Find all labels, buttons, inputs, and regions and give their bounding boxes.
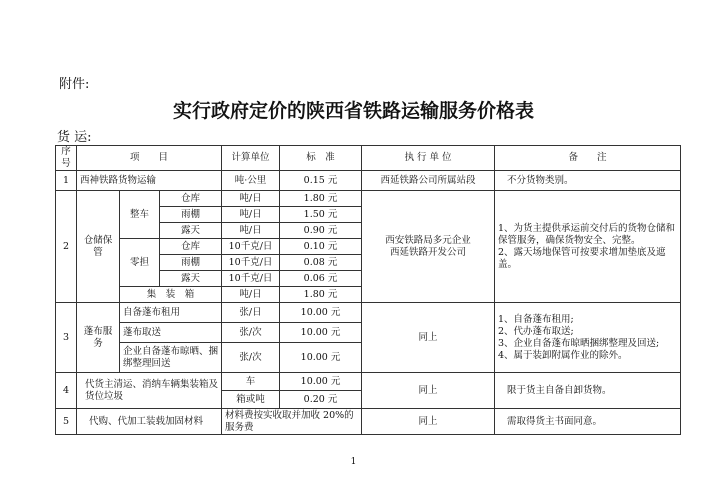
row-no: 2 bbox=[56, 191, 77, 303]
unit-cell: 吨·公里 bbox=[222, 171, 280, 191]
standard-cell: 0.10 元 bbox=[280, 239, 362, 255]
unit-cell: 车 bbox=[222, 373, 280, 391]
item-name: 自备蓬布租用 bbox=[120, 303, 222, 323]
remark-cell: 不分货物类别。 bbox=[495, 171, 681, 191]
standard-cell: 1.80 元 bbox=[280, 287, 362, 303]
unit-cell: 箱或吨 bbox=[222, 391, 280, 409]
unit-cell: 吨/日 bbox=[222, 207, 280, 223]
item-name: 露天 bbox=[160, 223, 222, 239]
subcategory-cell: 零担 bbox=[120, 239, 160, 287]
unit-cell: 张/日 bbox=[222, 303, 280, 323]
table-row bbox=[56, 303, 681, 323]
remark-cell: 需取得货主书面同意。 bbox=[495, 409, 681, 435]
standard-cell: 0.20 元 bbox=[280, 391, 362, 409]
item-name: 蓬布取送 bbox=[120, 323, 222, 343]
executor-cell: 西安铁路局多元企业 西延铁路开发公司 bbox=[362, 191, 495, 303]
unit-cell: 张/次 bbox=[222, 323, 280, 343]
item-name: 露天 bbox=[160, 271, 222, 287]
header-unit: 计算单位 bbox=[222, 146, 280, 171]
table-row bbox=[56, 373, 681, 391]
header-item: 项 目 bbox=[77, 146, 222, 171]
unit-cell: 张/次 bbox=[222, 343, 280, 373]
remark-line: 2、代办蓬布取送; bbox=[498, 325, 574, 337]
category-cell: 蓬布服务 bbox=[77, 303, 120, 373]
standard-cell: 10.00 元 bbox=[280, 373, 362, 391]
remark-line: 4、属于装卸附属作业的除外。 bbox=[498, 349, 628, 361]
standard-cell: 0.06 元 bbox=[280, 271, 362, 287]
document-title: 实行政府定价的陕西省铁路运输服务价格表 bbox=[172, 100, 534, 122]
unit-cell: 吨/日 bbox=[222, 223, 280, 239]
table-row bbox=[56, 191, 681, 207]
item-name: 代购、代加工装载加固材料 bbox=[77, 409, 222, 435]
section-label: 货 运: bbox=[57, 130, 92, 145]
item-name: 代货主清运、消纳车辆集装箱及货位垃圾 bbox=[77, 373, 222, 409]
row-no: 3 bbox=[56, 303, 77, 373]
row-no: 4 bbox=[56, 373, 77, 409]
remark-cell bbox=[495, 303, 681, 373]
remark-cell: 限于货主自备自卸货物。 bbox=[495, 373, 681, 409]
unit-cell: 10千克/日 bbox=[222, 255, 280, 271]
executor-cell: 同上 bbox=[362, 409, 495, 435]
row-no: 5 bbox=[56, 409, 77, 435]
standard-cell: 0.90 元 bbox=[280, 223, 362, 239]
attachment-label: 附件: bbox=[59, 77, 90, 92]
standard-cell: 10.00 元 bbox=[280, 303, 362, 323]
standard-cell: 10.00 元 bbox=[280, 343, 362, 373]
item-name: 仓库 bbox=[160, 239, 222, 255]
item-name: 西神铁路货物运输 bbox=[77, 171, 222, 191]
item-name: 企业自备蓬布晾晒、捆绑整理回送 bbox=[120, 343, 222, 373]
item-name: 雨棚 bbox=[160, 207, 222, 223]
unit-cell: 吨/日 bbox=[222, 191, 280, 207]
standard-cell: 1.50 元 bbox=[280, 207, 362, 223]
unit-cell: 10千克/日 bbox=[222, 271, 280, 287]
category-cell: 仓储保管 bbox=[77, 191, 120, 303]
executor-cell: 同上 bbox=[362, 303, 495, 373]
item-name: 仓库 bbox=[160, 191, 222, 207]
page-number: 1 bbox=[350, 457, 357, 467]
unit-cell: 10千克/日 bbox=[222, 239, 280, 255]
executor-cell: 同上 bbox=[362, 373, 495, 409]
unit-cell: 吨/日 bbox=[222, 287, 280, 303]
standard-cell: 10.00 元 bbox=[280, 323, 362, 343]
item-name: 雨棚 bbox=[160, 255, 222, 271]
table-row bbox=[56, 171, 681, 191]
price-table bbox=[55, 145, 681, 435]
header-remark: 备 注 bbox=[495, 146, 681, 171]
header-row bbox=[56, 146, 681, 171]
remark-line: 3、企业自备蓬布晾晒捆绑整理及回送; bbox=[498, 337, 660, 349]
standard-cell: 1.80 元 bbox=[280, 191, 362, 207]
table-row bbox=[56, 409, 681, 435]
row-no: 1 bbox=[56, 171, 77, 191]
header-executor: 执 行 单 位 bbox=[362, 146, 495, 171]
standard-cell: 0.15 元 bbox=[280, 171, 362, 191]
executor-cell: 西延铁路公司所属站段 bbox=[362, 171, 495, 191]
header-standard: 标 准 bbox=[280, 146, 362, 171]
standard-cell: 0.08 元 bbox=[280, 255, 362, 271]
remark-line: 1、自备蓬布租用; bbox=[498, 313, 574, 325]
item-name: 集 装 箱 bbox=[120, 287, 222, 303]
subcategory-cell: 整车 bbox=[120, 191, 160, 239]
unit-standard-cell: 材料费按实收取并加收 20%的服务费 bbox=[222, 409, 362, 435]
remark-cell: 1、为货主提供承运前交付后的货物仓储和保管服务，确保货物安全、完整。 2、露天场地保管可按要求增加垫底及遮盖。 bbox=[495, 191, 681, 303]
header-no: 序号 bbox=[56, 146, 77, 171]
